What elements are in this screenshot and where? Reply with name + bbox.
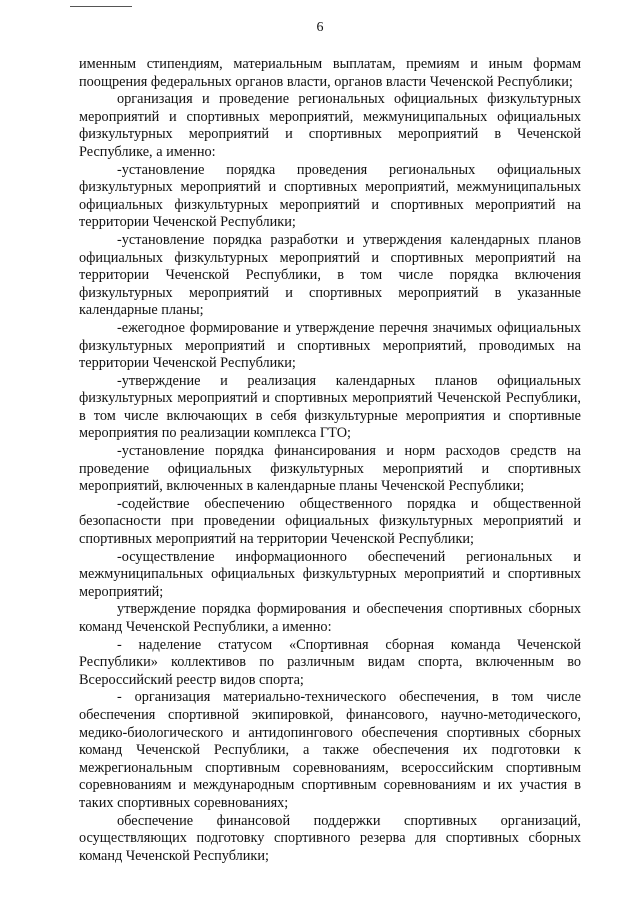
paragraph: -установление порядка разработки и утверждения календарных планов официальных физкультурных мероприятий и спортивных мероприятий на территории Чеченской Республики, в том числе порядка включения физкультурных мероприятий и спортивных мероприятий в указанные календарные планы; [79, 231, 581, 319]
page-number: 6 [316, 20, 324, 35]
paragraph: именным стипендиям, материальным выплатам, премиям и иным формам поощрения федеральных органов власти, органов власти Чеченской Республики; [79, 56, 581, 90]
paragraph: утверждение порядка формирования и обеспечения спортивных сборных команд Чеченской Республики, а именно: [79, 601, 581, 635]
paragraph: -содействие обеспечению общественного порядка и общественной безопасности при проведении официальных физкультурных мероприятий и спортивных мероприятий на территории Чеченской Республики; [79, 495, 581, 548]
paragraph: организация и проведение региональных официальных физкультурных мероприятий и спортивных мероприятий, межмуниципальных официальных физкультурных мероприятий и спортивных мероприятий в Чеченской Республике, а именно: [79, 91, 581, 160]
paragraph: -утверждение и реализация календарных планов официальных физкультурных мероприятий и спортивных мероприятий Чеченской Республики, в том числе включающих в себя физкультурные мероприятия и спортивные мероприятия по реализации комплекса ГТО; [79, 372, 581, 442]
paragraph: -установление порядка проведения региональных официальных физкультурных мероприятий и спортивных мероприятий, межмуниципальных официальных физкультурных мероприятий и спортивных мероприятий на территории Чеченской Республики; [79, 161, 581, 231]
document-body [79, 56, 581, 865]
paragraph: -установление порядка финансирования и норм расходов средств на проведение официальных физкультурных мероприятий и спортивных мероприятий, включенных в календарные планы Чеченской Республики; [79, 443, 581, 495]
paragraph: - организация материально-технического обеспечения, в том числе обеспечения спортивной экипировкой, финансового, научно-методического, медико-биологического и антидопингового обеспечения спортивных сборных команд Чеченской Республики, а также обеспечения их подготовки к межрегиональным спортивным соревнованиям, всероссийским спортивным соревнованиям и международным спортивным соревнованиям и их участия в таких спортивных соревнованиях; [79, 689, 581, 811]
paragraph: - наделение статусом «Спортивная сборная команда Чеченской Республики» коллективов по различным видам спорта, включенным во Всероссийский реестр видов спорта; [79, 636, 581, 688]
paragraph: обеспечение финансовой поддержки спортивных организаций, осуществляющих подготовку спортивного резерва для спортивных сборных команд Чеченской Республики; [79, 812, 581, 864]
paragraph: -осуществление информационного обеспечений региональных и межмуниципальных официальных физкультурных мероприятий и спортивных мероприятий; [79, 548, 581, 600]
header-rule [70, 6, 132, 7]
paragraph: -ежегодное формирование и утверждение перечня значимых официальных физкультурных мероприятий и спортивных мероприятий, проводимых на территории Чеченской Республики; [79, 319, 581, 372]
